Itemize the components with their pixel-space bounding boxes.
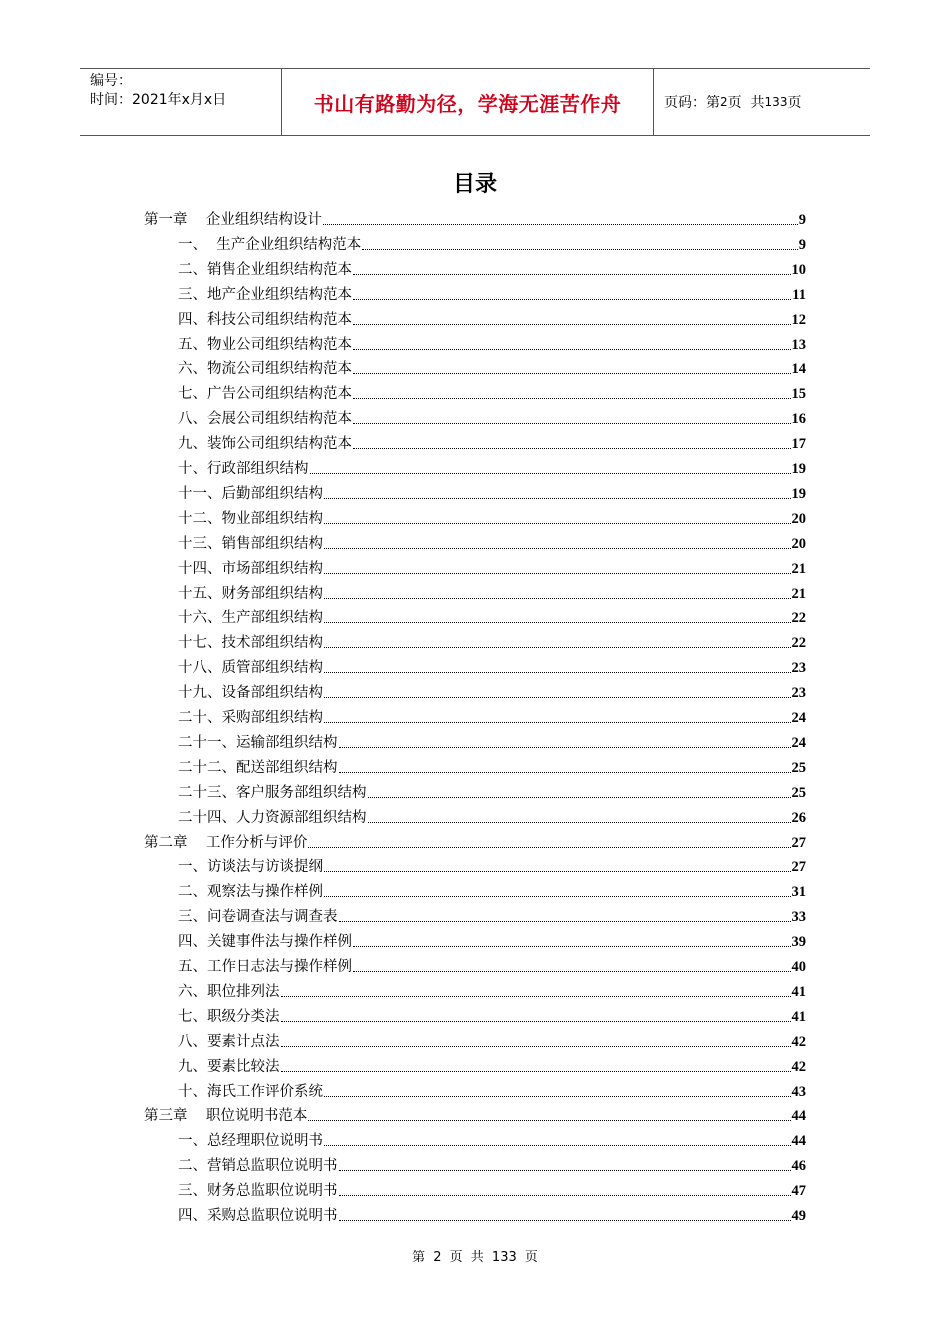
toc-section-entry[interactable] [178, 308, 806, 333]
toc-entry-page-number: 21 [791, 560, 806, 577]
toc-dot-leader [281, 1071, 791, 1072]
toc-entry-page-number: 39 [791, 934, 806, 951]
toc-section-entry[interactable] [178, 855, 806, 880]
toc-dot-leader [324, 697, 791, 698]
toc-dot-leader [324, 548, 791, 549]
toc-entry-label: 十三、销售部组织结构 [178, 535, 323, 552]
toc-entry-label: 六、职位排列法 [178, 983, 280, 1000]
toc-entry-page-number: 22 [791, 635, 806, 652]
toc-section-entry[interactable] [178, 731, 806, 756]
toc-dot-leader [339, 1170, 791, 1171]
toc-dot-leader [308, 1120, 790, 1121]
toc-section-entry[interactable] [178, 781, 806, 806]
toc-dot-leader [353, 324, 791, 325]
toc-entry-label: 七、广告公司组织结构范本 [178, 386, 352, 403]
toc-entry-label: 七、职级分类法 [178, 1008, 280, 1025]
toc-dot-leader [324, 573, 791, 574]
toc-section-entry[interactable] [178, 1005, 806, 1030]
toc-entry-page-number: 9 [798, 212, 806, 228]
toc-dot-leader [353, 349, 791, 350]
toc-entry-label: 第三章 职位说明书范本 [144, 1108, 308, 1125]
toc-section-entry[interactable] [178, 980, 806, 1005]
toc-entry-page-number: 15 [791, 386, 806, 403]
toc-dot-leader [353, 946, 791, 947]
toc-section-entry[interactable] [178, 532, 806, 557]
toc-entry-label: 二十二、配送部组织结构 [178, 759, 338, 776]
toc-entry-page-number: 44 [791, 1133, 806, 1150]
toc-chapter-entry[interactable] [144, 1104, 806, 1129]
toc-entry-label: 二十、采购部组织结构 [178, 710, 323, 726]
toc-entry-label: 三、地产企业组织结构范本 [178, 286, 352, 303]
toc-entry-label: 第一章 企业组织结构设计 [144, 212, 322, 228]
document-number-label: 编号： [90, 73, 132, 89]
toc-entry-label: 四、科技公司组织结构范本 [178, 311, 352, 328]
toc-section-entry[interactable] [178, 557, 806, 582]
toc-entry-label: 十九、设备部组织结构 [178, 685, 323, 702]
toc-dot-leader [324, 871, 791, 872]
toc-entry-page-number: 19 [791, 461, 806, 477]
toc-entry-page-number: 41 [791, 1008, 806, 1025]
toc-dot-leader [353, 448, 791, 449]
toc-entry-label: 一、 生产企业组织结构范本 [178, 236, 362, 253]
toc-section-entry[interactable] [178, 631, 806, 656]
toc-chapter-entry[interactable] [144, 208, 806, 233]
toc-entry-label: 二十一、运输部组织结构 [178, 734, 338, 751]
toc-entry-page-number: 10 [791, 261, 806, 278]
toc-section-entry[interactable] [178, 407, 806, 432]
toc-section-entry[interactable] [178, 955, 806, 980]
toc-dot-leader [324, 622, 791, 623]
toc-entry-page-number: 33 [791, 909, 806, 926]
toc-entry-label: 九、要素比较法 [178, 1058, 280, 1075]
toc-entry-label: 二、观察法与操作样例 [178, 884, 323, 901]
toc-entry-page-number: 23 [791, 685, 806, 702]
toc-entry-label: 九、装饰公司组织结构范本 [178, 436, 352, 453]
toc-entry-page-number: 46 [791, 1158, 806, 1175]
header-page-info [654, 69, 870, 135]
toc-entry-page-number: 16 [791, 411, 806, 428]
toc-entry-page-number: 24 [791, 710, 806, 726]
toc-entry-page-number: 14 [791, 361, 806, 378]
toc-entry-label: 四、关键事件法与操作样例 [178, 934, 352, 951]
toc-entry-label: 十七、技术部组织结构 [178, 635, 323, 652]
toc-entry-label: 十五、财务部组织结构 [178, 585, 323, 602]
toc-entry-page-number: 40 [791, 959, 806, 975]
toc-dot-leader [323, 224, 798, 225]
toc-entry-label: 二、销售企业组织结构范本 [178, 261, 352, 278]
toc-section-entry[interactable] [178, 283, 806, 308]
toc-entry-label: 十八、质管部组织结构 [178, 660, 323, 677]
toc-entry-label: 六、物流公司组织结构范本 [178, 361, 352, 378]
toc-entry-label: 十一、后勤部组织结构 [178, 485, 323, 502]
toc-entry-page-number: 25 [791, 759, 806, 776]
toc-entry-page-number: 11 [792, 286, 806, 303]
toc-entry-page-number: 42 [791, 1058, 806, 1075]
toc-section-entry[interactable] [178, 457, 806, 482]
toc-dot-leader [353, 398, 791, 399]
toc-dot-leader [281, 1021, 791, 1022]
toc-section-entry[interactable] [178, 1129, 806, 1154]
toc-section-entry[interactable] [178, 606, 806, 631]
toc-dot-leader [324, 498, 791, 499]
toc-dot-leader [339, 921, 791, 922]
toc-entry-page-number: 27 [791, 834, 806, 851]
toc-section-entry[interactable] [178, 1055, 806, 1080]
page-header [80, 68, 870, 136]
toc-entry-label: 五、物业公司组织结构范本 [178, 336, 352, 353]
toc-entry-label: 十四、市场部组织结构 [178, 560, 323, 577]
toc-dot-leader [310, 473, 791, 474]
toc-dot-leader [324, 647, 791, 648]
toc-dot-leader [353, 373, 791, 374]
toc-dot-leader [368, 822, 791, 823]
toc-entry-page-number: 41 [791, 983, 806, 1000]
toc-entry-label: 三、问卷调查法与调查表 [178, 909, 338, 926]
toc-section-entry[interactable] [178, 1030, 806, 1055]
toc-entry-page-number: 44 [791, 1108, 806, 1125]
toc-entry-page-number: 21 [791, 585, 806, 602]
toc-dot-leader [353, 423, 791, 424]
toc-section-entry[interactable] [178, 905, 806, 930]
toc-entry-label: 二十四、人力资源部组织结构 [178, 809, 367, 826]
toc-section-entry[interactable] [178, 1204, 806, 1229]
toc-dot-leader [324, 672, 791, 673]
page-current: 2 [720, 95, 728, 109]
toc-section-entry[interactable] [178, 706, 806, 731]
toc-entry-label: 五、工作日志法与操作样例 [178, 959, 352, 975]
toc-section-entry[interactable] [178, 258, 806, 283]
toc-entry-page-number: 23 [791, 660, 806, 677]
toc-dot-leader [281, 996, 791, 997]
toc-entry-page-number: 27 [791, 859, 806, 876]
toc-entry-page-number: 31 [791, 884, 806, 901]
toc-dot-leader [324, 896, 791, 897]
header-motto: 书山有路勤为径，学海无涯苦作舟 [282, 69, 654, 135]
toc-entry-page-number: 42 [791, 1033, 806, 1050]
toc-dot-leader [281, 1046, 791, 1047]
toc-section-entry[interactable] [178, 333, 806, 358]
toc-dot-leader [339, 772, 791, 773]
header-meta [80, 69, 282, 135]
toc-entry-page-number: 47 [791, 1183, 806, 1200]
toc-entry-page-number: 12 [791, 311, 806, 328]
toc-entry-page-number: 20 [791, 510, 806, 527]
toc-entry-label: 四、采购总监职位说明书 [178, 1208, 338, 1224]
toc-section-entry[interactable] [178, 681, 806, 706]
toc-section-entry[interactable] [178, 233, 806, 258]
toc-entry-page-number: 13 [791, 336, 806, 353]
toc-entry-label: 二十三、客户服务部组织结构 [178, 784, 367, 801]
toc-section-entry[interactable] [178, 507, 806, 532]
toc-dot-leader [339, 747, 791, 748]
toc-dot-leader [339, 1220, 791, 1221]
toc-entry-page-number: 17 [791, 436, 806, 453]
toc-dot-leader [308, 847, 790, 848]
toc-entry-page-number: 25 [791, 784, 806, 801]
toc-section-entry[interactable] [178, 482, 806, 507]
toc-entry-label: 八、会展公司组织结构范本 [178, 411, 352, 428]
toc-dot-leader [353, 274, 791, 275]
toc-section-entry[interactable] [178, 930, 806, 955]
toc-entry-page-number: 20 [791, 535, 806, 552]
toc-entry-page-number: 43 [791, 1083, 806, 1100]
toc-dot-leader [368, 797, 791, 798]
toc-dot-leader [324, 722, 791, 723]
toc-entry-page-number: 19 [791, 485, 806, 502]
toc-entry-label: 十、行政部组织结构 [178, 461, 309, 477]
toc-dot-leader [362, 249, 798, 250]
page-suffix: 页 [787, 95, 802, 111]
toc-section-entry[interactable] [178, 582, 806, 607]
toc-dot-leader [324, 523, 791, 524]
toc-section-entry[interactable] [178, 1179, 806, 1204]
toc-entry-page-number: 49 [791, 1208, 806, 1224]
toc-title: 目录 [452, 172, 497, 197]
toc-entry-label: 三、财务总监职位说明书 [178, 1183, 338, 1200]
toc-entry-label: 十六、生产部组织结构 [178, 610, 323, 627]
toc-section-entry[interactable] [178, 656, 806, 681]
toc-section-entry[interactable] [178, 1080, 806, 1105]
toc-entry-label: 十二、物业部组织结构 [178, 510, 323, 527]
toc-section-entry[interactable] [178, 756, 806, 781]
toc-entry-label: 十、海氏工作评价系统 [178, 1083, 323, 1100]
toc-entry-label: 第二章 工作分析与评价 [144, 834, 308, 851]
page-mid: 页 共 [727, 95, 765, 111]
toc-dot-leader [324, 1145, 791, 1146]
toc-chapter-entry[interactable] [144, 831, 806, 856]
toc-entry-page-number: 22 [791, 610, 806, 627]
toc-section-entry[interactable] [178, 357, 806, 382]
toc-section-entry[interactable] [178, 1154, 806, 1179]
toc-section-entry[interactable] [178, 880, 806, 905]
toc-dot-leader [353, 299, 791, 300]
page-prefix: 页码：第 [664, 95, 720, 111]
toc-section-entry[interactable] [178, 432, 806, 457]
page-total: 133 [764, 95, 788, 109]
document-time-label: 时间：2021年x月x日 [90, 92, 227, 108]
toc-entry-label: 一、总经理职位说明书 [178, 1133, 323, 1150]
toc-dot-leader [339, 1195, 791, 1196]
toc-entry-label: 二、营销总监职位说明书 [178, 1158, 338, 1175]
toc-dot-leader [324, 598, 791, 599]
toc-entry-page-number: 24 [791, 734, 806, 751]
toc-entry-page-number: 9 [798, 236, 806, 253]
toc-section-entry[interactable] [178, 382, 806, 407]
toc-entry-label: 一、访谈法与访谈提纲 [178, 859, 323, 876]
toc-dot-leader [324, 1096, 791, 1097]
toc-dot-leader [353, 971, 791, 972]
toc-entry-page-number: 26 [791, 809, 806, 826]
toc-section-entry[interactable] [178, 806, 806, 831]
page-footer: 第 2 页 共 133 页 [412, 1250, 538, 1265]
toc-entry-label: 八、要素计点法 [178, 1033, 280, 1050]
